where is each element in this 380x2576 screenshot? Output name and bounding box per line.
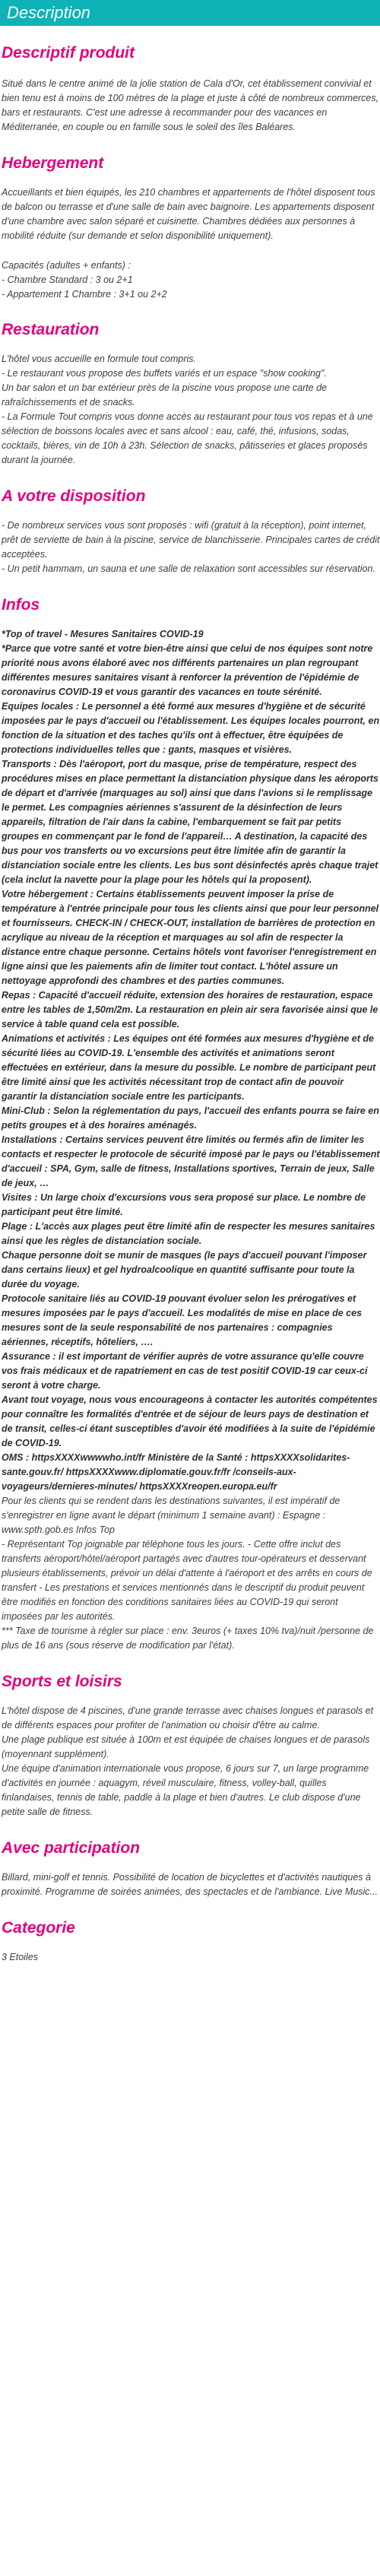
infos-text: Pour les clients qui se rendent dans les destinations suivantes, il est impératif de s'enregistrer en ligne avant le départ (minimum 1 semaine avant) : Espagne : www.spth.gob.es Infos Top - Représentant Top joignable par téléphone tous les jours. - Cette offre inclut des transferts aéroport/hôtel/aéroport partagés avec d'autres tour-opérateurs et desservant plusieurs établissements, prévoir un délai d'attente à l'aéroport et des arrêts en cours de transfert - Les prestations et services mentionnés dans le descriptif du produit peuvent être modifiés en fonction des conditions sanitaires liées au COVID-19 qui seront imposées par les autorités. *** Taxe de tourisme à régler sur place : env. 3euros (+ taxes 10% tva)/nuit /personne de plus de 16 ans (sous réserve de modification par l'état). [2, 1496, 374, 1651]
section-heading-participation: Avec participation [2, 1839, 141, 1857]
infos-covid-text: *Top of travel - Mesures Sanitaires COVID-19 *Parce que votre santé et votre bien-être ainsi que celui de nos équipes sont notre priorité nous avons élaboré avec nos différents partenaires un plan regroupant différentes mesures sanitaires visant à renforcer la prévention de l'épidémie de coronavirus COVID-19 et vous garantir des vacances en toute sérénité. Equipes locales : Le personnel a été formé aux mesures d'hygiène et de sécurité imposées par le pays d'accueil ou l'établissement. Les équipes locales pourront, en fonction de la situation et des taches qu'ils ont à effectuer, être équipées de protections individuelles telles que : gants, masques et visières. Transports : Dès l'aéroport, port du masque, prise de température, respect des procédures mises en place permettant la distanciation physique dans les aéroports de départ et d'arrivée (marquages au sol) ainsi que dans l'avions si le remplissage le permet. Les compagnies aériennes s'assurent de la désinfection de leurs appareils, filtration de l'air dans la cabine, l'embarquement se fait par petits groupes en commençant par le fond de l'appareil… A destination, la capacité des bus pour vos transferts ou vo excursions peut être limitée afin de garantir la distanciation sociale entre les clients. Les bus sont désinfectés après chaque trajet (cela inclut la navette pour la plage pour les hôtels qui la proposent). Votre hébergement : Certains établissements peuvent imposer la prise de température à l'entrée principale pour tous les clients ainsi que pour leur personnel et fournisseurs. CHECK-IN / CHECK-OUT, installation de barrières de protection en acrylique au niveau de la réception et marquages au sol afin de respecter la distance entre chaque personne. Certains hôtels vont favoriser l'enregistrement en ligne ainsi que les paiements afin de limiter tout contact. L'hôtel assure un nettoyage approfondi des chambres et des parties communes. Repas : Capacité d'accueil réduite, extension des horaires de restauration, espace entre les tables de 1,50m/2m. La restauration en plein air sera favorisée ainsi que le service à table quand cela est possible. Animations et activités : Les équipes ont été formées aux mesures d'hygiène et de sécurité liées au COVID-19. L'ensemble des activités et animations seront effectuées en extérieur, dans la mesure du possible. Le nombre de participant peut être limité ainsi que les activités nécessitant trop de contact afin de pouvoir garantir la distanciation sociale entre les participants. Mini-Club : Selon la réglementation du pays, l'accueil des enfants pourra se faire en petits groupes et à des horaires aménagés. Installations : Certains services peuvent être limités ou fermés afin de limiter les contacts et respecter le protocole de sécurité imposé par le pays ou l'établissement d'accueil : SPA, Gym, salle de fitness, Installations sportives, Terrain de jeux, Salle de jeux, … Visites : Un large choix d'excursions vous sera proposé sur place. Le nombre de participant peut être limité. Plage : L'accès aux plages peut être limité afin de respecter les mesures sanitaires ainsi que les règles de distanciation sociale. Chaque personne doit se munir de masques (le pays d'accueil pouvant l'imposer dans certains lieux) et gel hydroalcoolique en quantité suffisante pour toute la durée du voyage. Protocole sanitaire liés au COVID-19 pouvant évoluer selon les prérogatives et mesures imposées par le pays d'accueil. Les modalités de mise en place de ces mesures sont de la seule responsabilité de nos partenaires : compagnies aériennes, réceptifs, hôteliers, …. Assurance : il est important de vérifier auprès de votre assurance qu'elle couvre vos frais médicaux et de rapatriement en cas de test positif COVID-19 car ceux-ci seront à votre charge. Avant tout voyage, nous vous encourageons à contacter les autorités compétentes pour connaître les formalités d'entrée et de séjour de leurs pays de destination et de transit, celles-ci étant susceptibles d'avoir été modifiées à la suite de l'épidémie de COVID-19. OMS : httpsXXXXwwwwho.int/fr Ministère de la Santé : httpsXXXXsolidarites-sante.gouv.fr/ httpsXXXXwww.diplomatie.gouv.fr/fr /conseils-aux-voyageurs/dernieres-minutes/ httpsXXXXreopen.europa.eu/fr [2, 629, 380, 1492]
section-sports [2, 1672, 380, 1819]
hebergement-capacities: Capacités (adultes + enfants) : - Chambre Standard : 3 ou 2+1 - Appartement 1 Chambre : 3+1 ou 2+2 [2, 260, 167, 300]
description-header-bar [0, 0, 380, 26]
disposition-text: - De nombreux services vous sont proposés : wifi (gratuit à la réception), point internet, prêt de serviette de bain à la piscine, service de blanchisserie. Principales cartes de crédit acceptées. - Un petit hammam, un sauna et une salle de relaxation sont accessibles sur réservation. [2, 520, 380, 574]
section-heading-hebergement: Hebergement [2, 154, 104, 172]
section-disposition [2, 487, 380, 576]
section-heading-descriptif: Descriptif produit [2, 44, 135, 62]
section-heading-sports: Sports et loisirs [2, 1673, 122, 1690]
description-content [0, 43, 380, 1965]
section-infos [2, 595, 380, 1653]
section-participation [2, 1838, 380, 1899]
section-heading-infos: Infos [2, 596, 40, 614]
descriptif-text: Situé dans le centre animé de la jolie station de Cala d'Or, cet établissement convivial et bien tenu est à moins de 100 mètres de la plage et juste à côté de nombreux commerces, bars et restaurants. C'est une adresse à recommander pour des vacances en Méditerranée, en couple ou en famille sous le soleil des îles Baléares. [2, 78, 379, 132]
section-hebergement [2, 154, 380, 302]
section-categorie [2, 1918, 380, 1965]
section-heading-restauration: Restauration [2, 321, 100, 338]
hebergement-text: Accueillants et bien équipés, les 210 chambres et appartements de l'hôtel disposent tous de balcon ou terrasse et d'une salle de bain avec baignoire. Les appartements disposent d'une chambre avec salon séparé et cuisinette. Chambres dédiées aux personnes à mobilité réduite (sur demande et selon disponibilité uniquement). [2, 187, 375, 241]
section-descriptif [2, 43, 380, 135]
participation-text: Billard, mini-golf et tennis. Possibilité de location de bicyclettes et d'activités nautiques à proximité. Programme de soirées animées, des spectacles et de l'ambiance. Live Music... [2, 1872, 378, 1897]
section-heading-disposition: A votre disposition [2, 487, 146, 505]
section-restauration [2, 320, 380, 468]
description-title: Description [7, 3, 91, 22]
section-heading-categorie: Categorie [2, 1919, 75, 1937]
restauration-text: L'hôtel vous accueille en formule tout compris. - Le restaurant vous propose des buffets variés et un espace "show cooking". Un bar salon et un bar extérieur près de la piscine vous propose une carte de rafraîchissements et de snacks. - La Formule Tout compris vous donne accès au restaurant pour tous vos repas et à une sélection de boissons locales avec et sans alcool : eau, café, thé, infusions, sodas, cocktails, bières, vin de 10h à 23h. Sélection de snacks, pâtisseries et glaces proposés durant la journée. [2, 354, 373, 465]
sports-text: L'hôtel dispose de 4 piscines, d'une grande terrasse avec chaises longues et parasols et de différents espaces pour profiter de l'animation ou choisir d'être au calme. Une plage publique est située à 100m et est équipée de chaises longues et de parasols (moyennant supplément). Une équipe d'animation internationale vous propose, 6 jours sur 7, un large programme d'activités en journée : aquagym, réveil musculaire, fitness, volley-ball, quilles finlandaises, tennis de table, paddle à la plage et bien d'autres. Le club dispose d'une petite salle de fitness. [2, 1705, 374, 1817]
categorie-text: 3 Etoiles [2, 1952, 38, 1962]
